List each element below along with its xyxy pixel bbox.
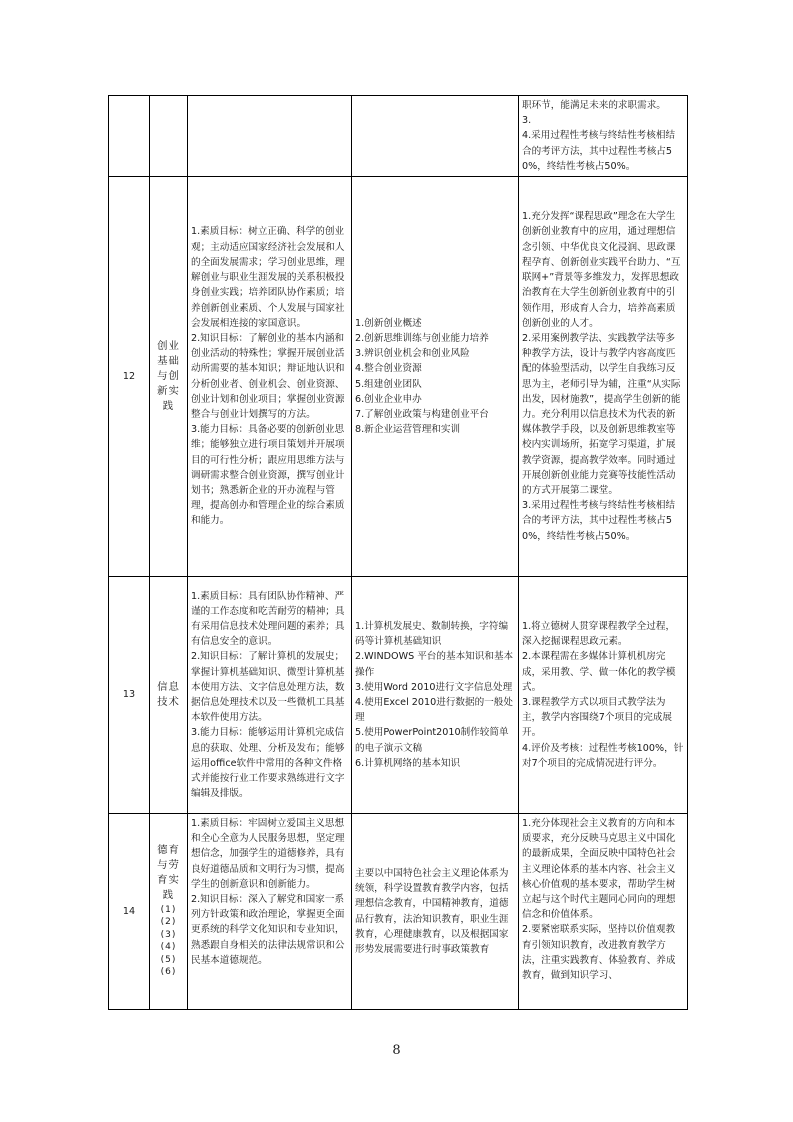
course-name: [156, 680, 182, 710]
course-name: [156, 843, 182, 978]
goal-item: 2.知识目标：深入了解党和国家一系列方针政策和政治理论，掌握更全面更系统的科学文化知识和专业知识，熟悉跟自身相关的法律法规常识和公民基本道德规范。: [191, 894, 345, 966]
course-name-line: 创业基础: [157, 339, 180, 367]
requirement-item: 2.本课程需在多媒体计算机机房完成，采用教、学、做一体化的教学模式。: [522, 651, 676, 693]
content-item: 6.计算机网络的基本知识: [355, 757, 461, 769]
requirement-item: 2.采用案例教学法、实践教学法等多种教学方法，设计与教学内容高度匹配的体验型活动，以学生自我练习反思为主，老师引导为辅，注重“从实际出发，因材施教”，提高学生创新的能力。充分利用以信息技术为代表的新媒体教学手段，以及创新思维教室等校内实训场所，拓宽学习渠道，扩展教学资源，提高教学效率。同时通过开展创新创业能力竞赛等技能性活动的方式开展第二课堂。: [522, 332, 681, 496]
goals-cell: [188, 577, 352, 814]
requirement-item: 3.: [522, 115, 532, 127]
content-item: 5.组建创业团队: [355, 378, 422, 390]
goal-item: 3.能力目标：能够运用计算机完成信息的获取、处理、分析及发布；能够运用office软件中常用的各种文件格式并能按行业工作要求熟练进行文字编辑及排版。: [191, 727, 345, 800]
requirements-cell: [519, 814, 688, 1010]
content-item: 2.WINDOWS 平台的基本知识和基本操作: [355, 651, 514, 678]
requirements-cell: [519, 577, 688, 814]
goal-item: 1.素质目标：牢固树立爱国主义思想和全心全意为人民服务思想，坚定理想信念，加强学生的道德修养，具有良好道德品质和文明行为习惯，提高学生的创新意识和创新能力。: [191, 818, 345, 890]
content-item: 8.新企业运营管理和实训: [355, 424, 461, 436]
content-item: 6.创业企业申办: [355, 393, 422, 405]
course-name-cell: [150, 577, 188, 814]
content-item: 1.计算机发展史、数制转换，字符编码等计算机基础知识: [355, 621, 509, 648]
table-row: [109, 177, 688, 577]
course-name-line: 信息: [157, 680, 180, 693]
goal-item: 2.知识目标：了解计算机的发展史；掌握计算机基础知识、微型计算机基本使用方法、文字信息处理方法，数据信息处理技术以及一些微机工具基本软件使用方法。: [191, 651, 345, 724]
page-number: 8: [392, 1043, 401, 1058]
goal-item: 1.素质目标：具有团队协作精神、严谨的工作态度和吃苦耐劳的精神；具有采用信息技术处理问题的素养；具有信息安全的意识。: [191, 590, 345, 648]
course-name: [156, 339, 182, 414]
content-item: 3.使用Word 2010进行文字信息处理: [355, 681, 513, 693]
content-cell: [352, 177, 519, 577]
goal-item: 1.素质目标：树立正确、科学的创业观；主动适应国家经济社会发展和人的全面发展需求；学习创业思维，理解创业与职业生涯发展的关系积极投身创业实践；培养团队协作素质；培养创新创业素质、个人发展与国家社会发展相连接的家国意识。: [191, 226, 345, 329]
goals-cell: [188, 96, 352, 177]
course-name-line: 践: [162, 889, 175, 902]
course-name-line: 与创新实践: [157, 369, 180, 412]
content-cell: [352, 814, 519, 1010]
table-row: [109, 577, 688, 814]
course-name-sub: (1)(2): [160, 905, 177, 928]
content-item: 2.创新思维训练与创业能力培养: [355, 332, 489, 344]
course-table: [108, 95, 688, 1010]
requirements-cell: [519, 96, 688, 177]
table-row: [109, 96, 688, 177]
course-name-cell: [150, 177, 188, 577]
course-name-line: 技术: [157, 695, 180, 708]
course-name-cell: [150, 96, 188, 177]
goals-cell: [188, 177, 352, 577]
content-item: 4.整合创业资源: [355, 363, 422, 375]
content-item: 7.了解创业政策与构建创业平台: [355, 408, 489, 420]
content-item: 4.使用Excel 2010进行数据的一般处理: [355, 697, 513, 724]
row-number: 12: [109, 177, 150, 577]
goals-cell: [188, 814, 352, 1010]
content-cell: [352, 96, 519, 177]
content-item: 5.使用PowerPoint2010制作较简单的电子演示文稿: [355, 727, 509, 754]
requirement-item: 3.采用过程性考核与终结性考核相结合的考评方法，其中过程性考核占50%，终结性考核占50%。: [522, 500, 676, 542]
content-item: 1.创新创业概述: [355, 317, 422, 329]
requirement-item: 3.课程教学方式以项目式教学法为主，教学内容围绕7个项目的完成展开。: [522, 697, 673, 739]
requirement-item: 1.充分发挥“课程思政”理念在大学生创新创业教育中的应用，通过理想信念引领、中华优良文化浸润、思政课程孕育、创新创业实践平台助力、“互联网+”背景等多维发力，发挥思想政治教育在大学生创新创业教育中的引领作用，形成育人合力，培养高素质创新创业的人才。: [522, 211, 681, 329]
row-number: 13: [109, 577, 150, 814]
requirement-item: 4.采用过程性考核与终结性考核相结合的考评方法，其中过程性考核占50%，终结性考核占50%。: [522, 130, 676, 172]
course-name-line: 与劳: [157, 859, 180, 872]
content-item: 主要以中国特色社会主义理论体系为统领，科学设置教育教学内容，包括理想信念教育，中国精神教育，道德品行教育，法治知识教育，职业生涯教育，心理健康教育，以及根据国家形势发展需要进行时事政策教育: [355, 867, 509, 955]
goal-item: 2.知识目标：了解创业的基本内涵和创业活动的特殊性；掌握开展创业活动所需要的基本知识；辩证地认识和分析创业者、创业机会、创业资源、创业计划和创业项目；掌握创业资源整合与创业计划撰写的方法。: [191, 332, 345, 420]
row-number: 14: [109, 814, 150, 1010]
content-item: 3.辨识创业机会和创业风险: [355, 348, 470, 360]
course-name-sub: (3)(4): [160, 930, 177, 953]
requirement-item: 1.充分体现社会主义教育的方向和本质要求，充分反映马克思主义中国化的最新成果，全面反映中国特色社会主义理论体系的基本内容、社会主义核心价值观的基本要求，帮助学生树立起与这个时代主题同心同向的理想信念和价值体系。: [522, 818, 676, 921]
content-cell: [352, 577, 519, 814]
course-name-cell: [150, 814, 188, 1010]
requirements-cell: [519, 177, 688, 577]
requirement-item: 4.评价及考核：过程性考核100%，针对7个项目的完成情况进行评分。: [522, 742, 684, 769]
requirement-item: 2.要紧密联系实际，坚持以价值观教育引领知识教育，改进教育教学方法，注重实践教育、体验教育、养成教育，做到知识学习、: [522, 924, 676, 982]
course-name-line: 德育: [157, 844, 180, 857]
requirement-item: 职环节，能满足未来的求职需求。: [522, 100, 666, 111]
table-row: [109, 814, 688, 1010]
course-name-sub: (5)(6): [160, 955, 177, 978]
requirement-item: 1.将立德树人贯穿课程教学全过程，深入挖掘课程思政元素。: [522, 621, 676, 648]
goal-item: 3.能力目标：具备必要的创新创业思维；能够独立进行项目策划并开展项目的可行性分析；跟应用思维方法与调研需求整合创业资源，撰写创业计划书；熟悉新企业的开办流程与管理，提高创办和管理企业的综合素质和能力。: [191, 424, 345, 527]
row-number: [109, 96, 150, 177]
course-name-line: 育实: [157, 874, 180, 887]
